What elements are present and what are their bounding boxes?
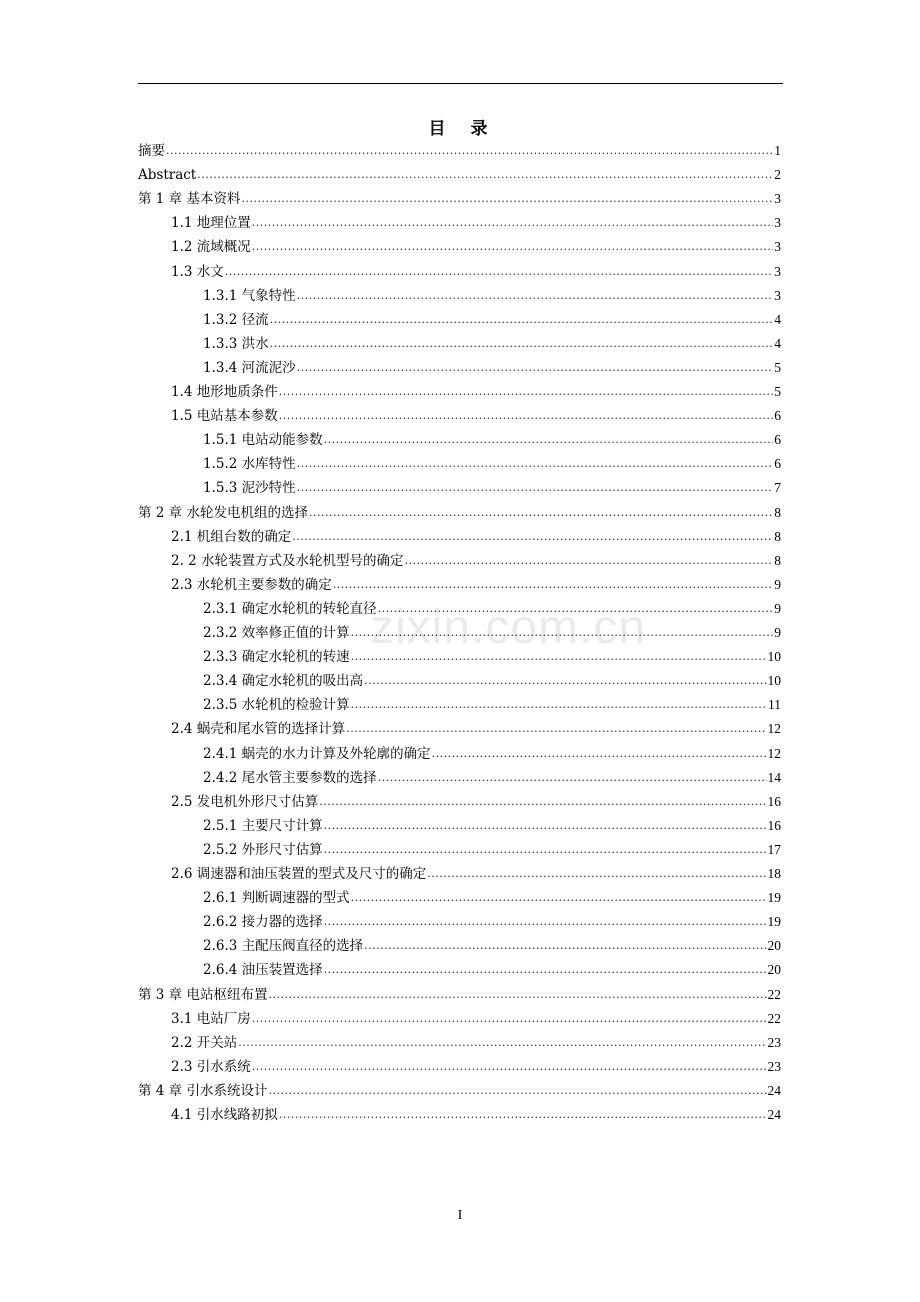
toc-entry[interactable] bbox=[138, 980, 781, 1004]
toc-entry-label: 第 1 章 基本资料 bbox=[138, 191, 241, 208]
toc-entry-page: 12 bbox=[767, 721, 781, 737]
toc-entry[interactable] bbox=[171, 714, 781, 738]
toc-entry[interactable] bbox=[171, 208, 781, 232]
toc-entry-label: 1.3.2 径流 bbox=[203, 311, 269, 328]
toc-entry-label: 2.6.2 接力器的选择 bbox=[203, 914, 323, 931]
toc-dot-leader bbox=[324, 817, 767, 835]
toc-entry-label: 2.3.4 确定水轮机的吸出高 bbox=[203, 673, 364, 690]
toc-entry[interactable] bbox=[138, 184, 781, 208]
toc-entry[interactable] bbox=[203, 763, 781, 787]
toc-dot-leader bbox=[268, 1082, 766, 1100]
toc-dot-leader bbox=[405, 552, 774, 570]
header-rule bbox=[138, 83, 783, 84]
toc-entry[interactable] bbox=[171, 1004, 781, 1028]
toc-dot-leader bbox=[225, 263, 773, 281]
toc-entry-page: 4 bbox=[774, 335, 781, 351]
toc-dot-leader bbox=[324, 431, 774, 449]
toc-entry[interactable] bbox=[203, 811, 781, 835]
toc-dot-leader bbox=[252, 1010, 767, 1028]
page-number: I bbox=[457, 1208, 463, 1223]
toc-entry-label: 第 4 章 引水系统设计 bbox=[138, 1082, 268, 1099]
toc-entry-page: 6 bbox=[774, 432, 781, 448]
toc-entry-page: 8 bbox=[774, 528, 781, 544]
toc-entry-page: 19 bbox=[767, 890, 781, 906]
toc-entry-page: 9 bbox=[774, 625, 781, 640]
toc-entry-label: Abstract bbox=[138, 167, 197, 184]
toc-entry-page: 8 bbox=[774, 552, 781, 568]
toc-dot-leader bbox=[309, 504, 773, 522]
toc-entry-label: 2.5.1 主要尺寸计算 bbox=[203, 817, 323, 834]
toc-dot-leader bbox=[270, 335, 774, 353]
toc-entry-label: 2.4 蜗壳和尾水管的选择计算 bbox=[171, 721, 346, 738]
toc-entry[interactable] bbox=[138, 1076, 781, 1100]
toc-entry[interactable] bbox=[171, 401, 781, 425]
toc-dot-leader bbox=[252, 238, 773, 256]
toc-entry[interactable] bbox=[203, 907, 781, 931]
toc-entry-page: 6 bbox=[774, 456, 781, 472]
toc-entry-label: 1.3 水文 bbox=[171, 263, 224, 280]
toc-dot-leader bbox=[427, 865, 766, 883]
toc-dot-leader bbox=[279, 1106, 767, 1124]
toc-entry-label: 第 3 章 电站枢纽布置 bbox=[138, 986, 268, 1003]
toc-dot-leader bbox=[297, 287, 774, 305]
toc-entry[interactable] bbox=[203, 690, 781, 714]
toc-title: 目 录 bbox=[428, 119, 492, 139]
toc-entry-page: 24 bbox=[767, 1082, 781, 1098]
toc-dot-leader bbox=[241, 190, 773, 208]
watermark: zixin.com.cn bbox=[370, 601, 647, 654]
toc-entry-page: 4 bbox=[774, 311, 781, 327]
toc-entry[interactable] bbox=[171, 1028, 781, 1052]
toc-entry-label: 4.1 引水线路初拟 bbox=[171, 1107, 278, 1123]
toc-dot-leader bbox=[432, 745, 767, 763]
toc-entry[interactable] bbox=[138, 136, 781, 160]
toc-entry[interactable] bbox=[203, 353, 781, 377]
toc-entry-label: 1.5.3 泥沙特性 bbox=[203, 480, 296, 497]
toc-entry-page: 22 bbox=[767, 1010, 781, 1026]
toc-entry-page: 14 bbox=[767, 769, 781, 785]
toc-entry-label: 2.4.1 蜗壳的水力计算及外轮廓的确定 bbox=[203, 745, 431, 762]
toc-entry-label: 2.3.2 效率修正值的计算 bbox=[203, 625, 350, 641]
toc-entry-page: 17 bbox=[767, 841, 781, 857]
toc-entry-label: 1.5.2 水库特性 bbox=[203, 456, 296, 473]
toc-entry-label: 2. 2 水轮装置方式及水轮机型号的确定 bbox=[171, 552, 404, 569]
toc-entry-label: 2.4.2 尾水管主要参数的选择 bbox=[203, 769, 377, 786]
toc-entry-page: 3 bbox=[774, 215, 781, 231]
toc-entry[interactable] bbox=[203, 883, 781, 907]
toc-entry-label: 2.5.2 外形尺寸估算 bbox=[203, 841, 323, 858]
toc-entry-label: 2.3.5 水轮机的检验计算 bbox=[203, 697, 350, 714]
toc-entry-label: 2.6.4 油压装置选择 bbox=[203, 962, 323, 979]
toc-entry[interactable] bbox=[203, 425, 781, 449]
toc-entry[interactable] bbox=[171, 546, 781, 570]
toc-entry-label: 1.4 地形地质条件 bbox=[171, 384, 278, 400]
toc-dot-leader bbox=[364, 937, 766, 955]
toc-entry[interactable] bbox=[203, 835, 781, 859]
toc-entry-label: 3.1 电站厂房 bbox=[171, 1010, 251, 1027]
toc-dot-leader bbox=[292, 528, 773, 546]
toc-entry[interactable] bbox=[171, 859, 781, 883]
toc-entry[interactable] bbox=[203, 281, 781, 305]
toc-entry[interactable] bbox=[171, 257, 781, 281]
toc-dot-leader bbox=[252, 1058, 767, 1076]
toc-entry[interactable] bbox=[171, 522, 781, 546]
toc-dot-leader bbox=[238, 1034, 766, 1052]
toc-dot-leader bbox=[297, 359, 774, 377]
toc-entry-label: 1.5.1 电站动能参数 bbox=[203, 432, 323, 449]
toc-entry-page: 5 bbox=[774, 384, 781, 399]
toc-entry[interactable] bbox=[138, 498, 781, 522]
toc-dot-leader bbox=[319, 793, 766, 811]
toc-dot-leader bbox=[351, 696, 767, 714]
toc-dot-leader bbox=[270, 311, 774, 329]
toc-dot-leader bbox=[297, 455, 774, 473]
toc-entry-page: 9 bbox=[774, 576, 781, 592]
toc-entry[interactable] bbox=[171, 232, 781, 256]
toc-entry-page: 16 bbox=[767, 817, 781, 833]
toc-dot-leader bbox=[346, 720, 766, 738]
toc-entry[interactable] bbox=[171, 787, 781, 811]
toc-entry-page: 11 bbox=[768, 697, 781, 713]
toc-entry[interactable] bbox=[171, 1100, 781, 1124]
toc-dot-leader bbox=[279, 407, 773, 425]
toc-dot-leader bbox=[378, 769, 767, 787]
toc-entry-label: 2.3.3 确定水轮机的转速 bbox=[203, 649, 350, 666]
toc-entry[interactable] bbox=[171, 1052, 781, 1076]
toc-entry-page: 3 bbox=[774, 287, 781, 303]
toc-entry-label: 2.6.1 判断调速器的型式 bbox=[203, 890, 350, 907]
toc-entry[interactable] bbox=[171, 570, 781, 594]
toc-entry-page: 2 bbox=[774, 167, 781, 183]
toc-entry-label: 2.6.3 主配压阀直径的选择 bbox=[203, 938, 364, 955]
toc-entry[interactable] bbox=[203, 955, 781, 979]
toc-entry-label: 2.5 发电机外形尺寸估算 bbox=[171, 793, 319, 810]
toc-entry-page: 24 bbox=[767, 1107, 781, 1122]
toc-entry-page: 5 bbox=[774, 359, 781, 375]
toc-dot-leader bbox=[333, 576, 773, 594]
toc-entry-label: 摘要 bbox=[138, 143, 165, 159]
toc-entry[interactable] bbox=[203, 305, 781, 329]
toc-entry-label: 第 2 章 水轮发电机组的选择 bbox=[138, 504, 308, 521]
toc-entry-page: 6 bbox=[774, 408, 781, 424]
toc-entry-label: 1.1 地理位置 bbox=[171, 215, 251, 232]
toc-entry-page: 10 bbox=[767, 673, 781, 689]
toc-entry-label: 2.3 水轮机主要参数的确定 bbox=[171, 576, 332, 593]
toc-entry-page: 20 bbox=[767, 938, 781, 954]
toc-entry-page: 1 bbox=[774, 143, 781, 158]
toc-entry-label: 2.2 开关站 bbox=[171, 1034, 238, 1051]
toc-entry-label: 1.2 流域概况 bbox=[171, 239, 251, 256]
toc-entry-label: 2.6 调速器和油压装置的型式及尺寸的确定 bbox=[171, 866, 427, 882]
toc-entry-label: 2.3 引水系统 bbox=[171, 1058, 251, 1075]
toc-dot-leader bbox=[268, 986, 766, 1004]
toc-dot-leader bbox=[297, 479, 774, 497]
toc-dot-leader bbox=[252, 214, 773, 232]
toc-entry-page: 19 bbox=[767, 914, 781, 930]
toc-entry-page: 3 bbox=[774, 263, 781, 279]
toc-entry-page: 7 bbox=[774, 480, 781, 496]
toc-entry[interactable] bbox=[203, 931, 781, 955]
toc-dot-leader bbox=[324, 841, 767, 859]
toc-entry-label: 2.1 机组台数的确定 bbox=[171, 528, 292, 545]
toc-entry-page: 23 bbox=[767, 1034, 781, 1050]
toc-dot-leader bbox=[324, 913, 767, 931]
toc-entry-label: 2.3.1 确定水轮机的转轮直径 bbox=[203, 600, 377, 617]
toc-entry[interactable] bbox=[171, 377, 781, 401]
toc-entry-page: 3 bbox=[774, 239, 781, 255]
toc-entry-page: 23 bbox=[767, 1058, 781, 1074]
toc-dot-leader bbox=[364, 672, 766, 690]
toc-dot-leader bbox=[279, 383, 773, 401]
toc-entry-page: 16 bbox=[767, 793, 781, 809]
toc-entry-page: 20 bbox=[767, 962, 781, 978]
toc-entry-page: 12 bbox=[767, 745, 781, 761]
toc-dot-leader bbox=[197, 166, 773, 184]
toc-entry-page: 3 bbox=[774, 191, 781, 207]
toc-entry-label: 1.3.4 河流泥沙 bbox=[203, 359, 296, 376]
toc-entry[interactable] bbox=[203, 739, 781, 763]
toc-entry-label: 1.5 电站基本参数 bbox=[171, 408, 278, 425]
toc-dot-leader bbox=[351, 889, 767, 907]
toc-entry-page: 8 bbox=[774, 504, 781, 520]
toc-entry[interactable] bbox=[203, 473, 781, 497]
toc-entry-page: 22 bbox=[767, 986, 781, 1002]
toc-entry[interactable] bbox=[203, 666, 781, 690]
toc-entry[interactable] bbox=[203, 449, 781, 473]
toc-entry-label: 1.3.1 气象特性 bbox=[203, 287, 296, 304]
toc-dot-leader bbox=[166, 142, 773, 160]
toc-entry-label: 1.3.3 洪水 bbox=[203, 335, 269, 352]
toc-entry-page: 10 bbox=[767, 649, 781, 665]
toc-dot-leader bbox=[324, 961, 767, 979]
toc-entry[interactable] bbox=[138, 160, 781, 184]
toc-entry-page: 18 bbox=[767, 866, 781, 881]
toc-entry-page: 9 bbox=[774, 600, 781, 616]
toc-entry[interactable] bbox=[203, 329, 781, 353]
